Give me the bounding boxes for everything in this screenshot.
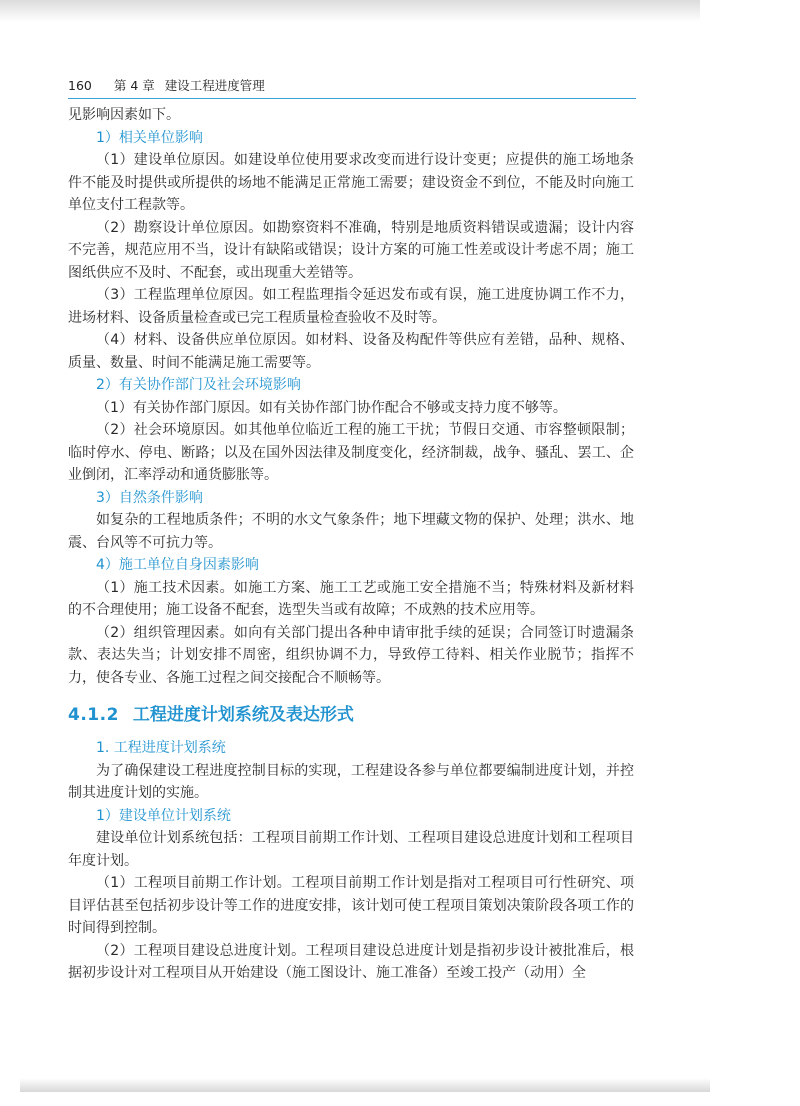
subheading: 4）施工单位自身因素影响 bbox=[96, 557, 259, 573]
scan-bottom-edge bbox=[20, 1078, 710, 1092]
paragraph: 如复杂的工程地质条件；不明的水文气象条件；地下埋藏文物的保护、处理；洪水、地震、台风等不可抗力等。 bbox=[68, 512, 634, 551]
paragraph: 见影响因素如下。 bbox=[68, 107, 180, 123]
chapter-label: 第 4 章 bbox=[113, 78, 155, 93]
paragraph: （1）建设单位原因。如建设单位使用要求改变而进行设计变更；应提供的施工场地条件不能及时提供或所提供的场地不能满足正常施工需要；建设资金不到位，不能及时向施工单位支付工程款等。 bbox=[68, 152, 634, 213]
section-number: 4.1.2 bbox=[68, 705, 119, 725]
subheading: 3）自然条件影响 bbox=[96, 489, 203, 506]
paragraph: 为了确保建设工程进度控制目标的实现，工程建设各参与单位都要编制进度计划，并控制其进度计划的实施。 bbox=[68, 762, 634, 801]
paragraph: （4）材料、设备供应单位原因。如材料、设备及构配件等供应有差错，品种、规格、质量、数量、时间不能满足施工需要等。 bbox=[68, 332, 634, 371]
paragraph: （2）组织管理因素。如向有关部门提出各种申请审批手续的延误；合同签订时遗漏条款、表达失当；计划安排不周密，组织协调不力，导致停工待料、相关作业脱节；指挥不力，使各专业、各施工过程之间交接配合不顺畅等。 bbox=[68, 624, 634, 686]
running-header bbox=[68, 76, 636, 99]
chapter-title: 建设工程进度管理 bbox=[164, 78, 265, 93]
paragraph: 建设单位计划系统包括：工程项目前期工作计划、工程项目建设总进度计划和工程项目年度计划。 bbox=[68, 830, 634, 869]
paragraph: （1）有关协作部门原因。如有关协作部门协作配合不够或支持力度不够等。 bbox=[96, 399, 567, 416]
paragraph: （2）勘察设计单位原因。如勘察资料不准确，特别是地质资料错误或遗漏；设计内容不完善，规范应用不当，设计有缺陷或错误；设计方案的可施工性差或设计考虑不周；施工图纸供应不及时、不配套，或出现重大差错等。 bbox=[68, 219, 634, 281]
section-title: 工程进度计划系统及表达形式 bbox=[132, 705, 354, 725]
subheading: 1. 工程进度计划系统 bbox=[96, 740, 226, 756]
paragraph: （1）施工技术因素。如施工方案、施工工艺或施工安全措施不当；特殊材料及新材料的不合理使用；施工设备不配套，选型失当或有故障；不成熟的技术应用等。 bbox=[68, 579, 634, 618]
paragraph: （2）工程项目建设总进度计划。工程项目建设总进度计划是指初步设计被批准后，根据初步设计对工程项目从开始建设（施工图设计、施工准备）至竣工投产（动用）全 bbox=[68, 942, 634, 981]
paragraph: （1）工程项目前期工作计划。工程项目前期工作计划是指对工程项目可行性研究、项目评估甚至包括初步设计等工作的进度安排，该计划可使工程项目策划决策阶段各项工作的时间得到控制。 bbox=[68, 875, 634, 936]
page-body bbox=[68, 104, 634, 985]
section-heading bbox=[68, 703, 634, 727]
paragraph: （3）工程监理单位原因。如工程监理指令延迟发布或有误，施工进度协调工作不力，进场材料、设备质量检查或已完工程质量检查验收不及时等。 bbox=[68, 287, 634, 326]
scan-top-edge bbox=[0, 0, 700, 22]
subheading: 1）建设单位计划系统 bbox=[96, 807, 231, 824]
paragraph: （2）社会环境原因。如其他单位临近工程的施工干扰；节假日交通、市容整顿限制；临时停水、停电、断路；以及在国外因法律及制度变化，经济制裁，战争、骚乱、罢工、企业倒闭，汇率浮动和通货膨胀等。 bbox=[68, 422, 634, 483]
subheading: 1）相关单位影响 bbox=[96, 129, 203, 146]
subheading: 2）有关协作部门及社会环境影响 bbox=[96, 377, 301, 393]
page-number: 160 bbox=[68, 78, 92, 93]
